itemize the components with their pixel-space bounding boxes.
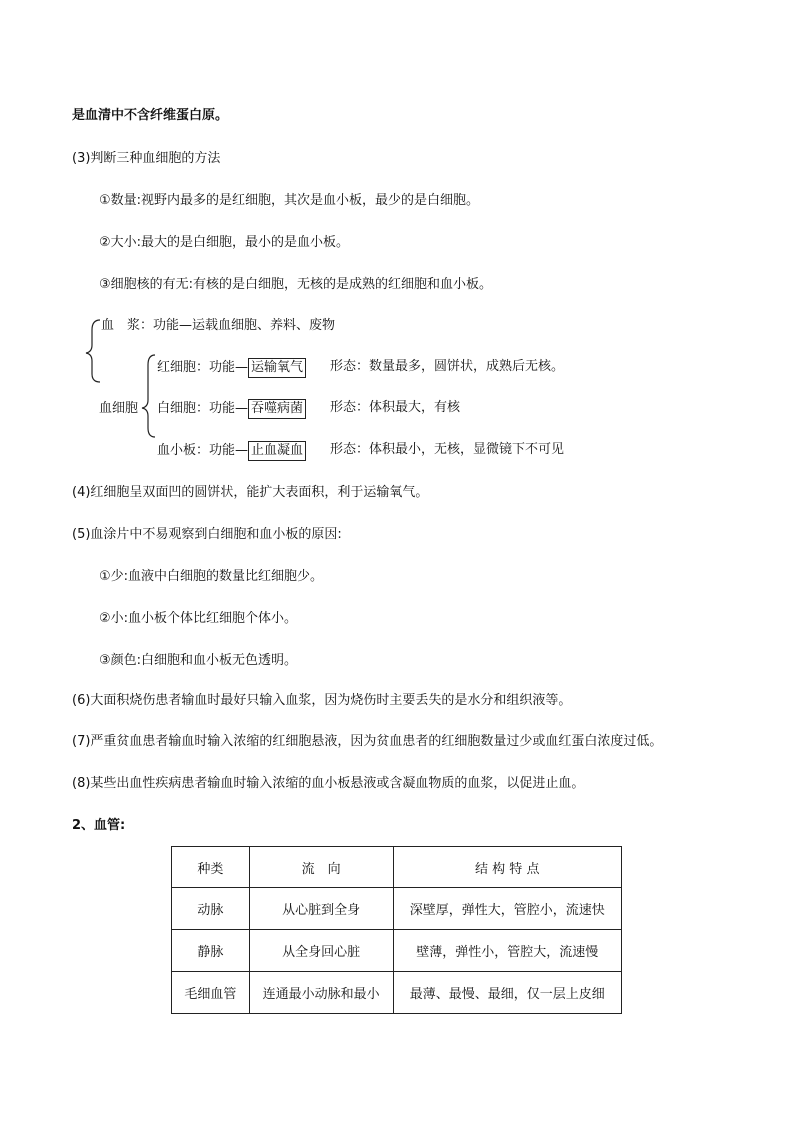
cell-form: 形态：体积最小，无核，显微镜下不可见 (330, 442, 565, 457)
table-row (172, 972, 622, 1014)
text-line: ①数量:视野内最多的是红细胞，其次是血小板，最少的是白细胞。 (99, 193, 480, 208)
text-line: ②小:血小板个体比红细胞个体小。 (99, 611, 298, 626)
blood-vessel-table (171, 846, 622, 1014)
table-cell: 毛细血管 (172, 972, 250, 1014)
cell-row (157, 399, 306, 419)
table-cell: 动脉 (172, 888, 250, 930)
header-cell: 结 构 特 点 (393, 847, 621, 888)
cell-row (157, 358, 306, 378)
text-line: (7)严重贫血患者输血时输入浓缩的红细胞悬液，因为贫血患者的红细胞数量过少或血红蛋白浓度过低。 (72, 734, 663, 749)
plasma-line: 血 浆：功能—运载血细胞、养料、废物 (101, 318, 336, 333)
table-header-row (172, 847, 622, 888)
function-box: 止血凝血 (248, 441, 306, 461)
table-cell: 从心脏到全身 (249, 888, 393, 930)
cell-row (157, 441, 306, 461)
table-row (172, 888, 622, 930)
section-heading: 2、血管: (72, 818, 126, 833)
table-cell: 深壁厚，弹性大，管腔小，流速快 (393, 888, 621, 930)
text-line: (6)大面积烧伤患者输血时最好只输入血浆，因为烧伤时主要丢失的是水分和组织液等。 (72, 693, 572, 708)
table-cell: 最薄、最慢、最细，仅一层上皮细 (393, 972, 621, 1014)
function-box: 吞噬病菌 (248, 399, 306, 419)
text-line: (4)红细胞呈双面凹的圆饼状，能扩大表面积，利于运输氧气。 (72, 485, 429, 500)
function-box: 运输氧气 (248, 358, 306, 378)
table-cell: 静脉 (172, 930, 250, 972)
header-cell: 种类 (172, 847, 250, 888)
table-cell: 连通最小动脉和最小 (249, 972, 393, 1014)
section-heading: (3)判断三种血细胞的方法 (72, 151, 221, 166)
table-cell: 从全身回心脏 (249, 930, 393, 972)
cell-name: 血小板：功能— (157, 443, 249, 458)
text-line: 是血清中不含纤维蛋白原。 (72, 108, 229, 123)
table-row (172, 930, 622, 972)
text-line: ③颜色:白细胞和血小板无色透明。 (99, 653, 298, 668)
cell-name: 白细胞：功能— (157, 401, 249, 416)
text-line: ①少:血液中白细胞的数量比红细胞少。 (99, 569, 324, 584)
text-line: (5)血涂片中不易观察到白细胞和血小板的原因: (72, 527, 342, 542)
text-line: ③细胞核的有无:有核的是白细胞，无核的是成熟的红细胞和血小板。 (99, 277, 493, 292)
cell-name: 红细胞：功能— (157, 360, 249, 375)
text-line: (8)某些出血性疾病患者输血时输入浓缩的血小板悬液或含凝血物质的血浆，以促进止血。 (72, 776, 585, 791)
cell-form: 形态：体积最大，有核 (330, 400, 461, 415)
blood-cells-label: 血细胞 (99, 401, 139, 416)
table-cell: 壁薄，弹性小，管腔大，流速慢 (393, 930, 621, 972)
text-line: ②大小:最大的是白细胞，最小的是血小板。 (99, 235, 350, 250)
cell-form: 形态：数量最多，圆饼状，成熟后无核。 (330, 359, 565, 374)
header-cell: 流 向 (249, 847, 393, 888)
